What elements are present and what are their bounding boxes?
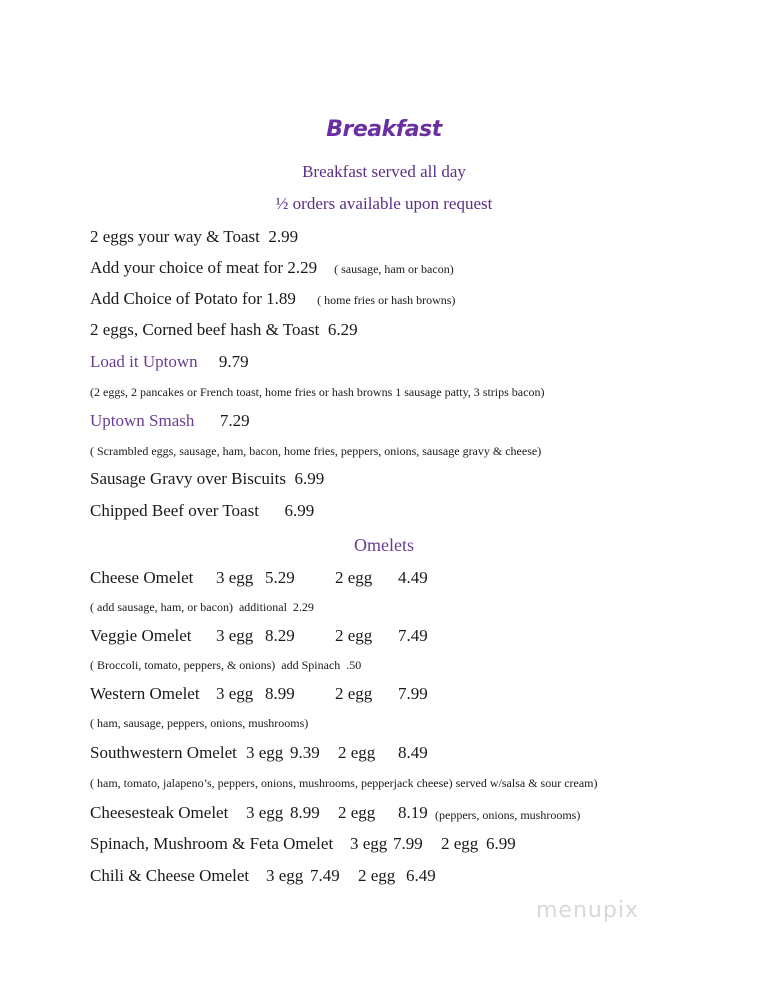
item-price: 9.79 — [218, 352, 249, 371]
item-name: Cheesesteak Omelet — [90, 803, 229, 822]
size-label-3-egg: 3 egg — [266, 866, 304, 885]
price-3-egg: 7.49 — [310, 866, 340, 885]
item-price: 6.99 — [294, 469, 325, 488]
item-price: 6.99 — [284, 501, 315, 520]
price-3-egg: 7.99 — [393, 834, 423, 853]
size-label-3-egg: 3 egg — [246, 743, 284, 762]
price-2-egg: 6.99 — [486, 834, 516, 853]
item-name: Southwestern Omelet — [90, 743, 237, 762]
menu-item — [90, 227, 298, 247]
size-label-2-egg: 2 egg — [358, 866, 396, 885]
item-name: Veggie Omelet — [90, 626, 192, 645]
item-name: Uptown Smash — [90, 411, 195, 430]
section-heading-omelets: Omelets — [354, 535, 414, 555]
item-note: (peppers, onions, mushrooms) — [435, 808, 581, 822]
item-description: ( Scrambled eggs, sausage, ham, bacon, home fries, peppers, onions, sausage gravy & cheese) — [90, 444, 542, 458]
subtitle-all-day: Breakfast served all day — [302, 162, 466, 181]
item-name: Western Omelet — [90, 684, 200, 703]
price-3-egg: 5.29 — [265, 568, 295, 587]
price-2-egg: 7.49 — [398, 626, 428, 645]
size-label-2-egg: 2 egg — [338, 803, 376, 822]
size-label-3-egg: 3 egg — [350, 834, 388, 853]
item-price: 6.29 — [327, 320, 358, 339]
watermark-logo: menupix — [536, 898, 639, 923]
item-description: ( ham, sausage, peppers, onions, mushrooms) — [90, 716, 309, 730]
item-name: Add Choice of Potato for 1.89 — [90, 289, 296, 308]
size-label-2-egg: 2 egg — [335, 626, 373, 645]
size-label-3-egg: 3 egg — [216, 684, 254, 703]
item-name: Load it Uptown — [90, 352, 198, 371]
item-price: 2.99 — [268, 227, 299, 246]
price-2-egg: 6.49 — [406, 866, 436, 885]
item-note: ( home fries or hash browns) — [317, 293, 456, 307]
item-note: ( sausage, ham or bacon) — [334, 262, 454, 276]
size-label-3-egg: 3 egg — [246, 803, 284, 822]
item-name: Cheese Omelet — [90, 568, 194, 587]
item-name: Chili & Cheese Omelet — [90, 866, 250, 885]
menu-item — [90, 501, 314, 521]
subtitle-half-orders: ½ orders available upon request — [275, 194, 493, 213]
item-name: 2 eggs your way & Toast — [90, 227, 260, 246]
item-description: ( Broccoli, tomato, peppers, & onions) add Spinach .50 — [90, 658, 362, 672]
price-2-egg: 8.49 — [398, 743, 428, 762]
size-label-3-egg: 3 egg — [216, 568, 254, 587]
item-description: ( ham, tomato, jalapeno’s, peppers, onions, mushrooms, pepperjack cheese) served w/salsa & sour cream) — [90, 776, 598, 790]
item-name: Chipped Beef over Toast — [90, 501, 259, 520]
item-description: (2 eggs, 2 pancakes or French toast, home fries or hash browns 1 sausage patty, 3 strips bacon) — [90, 385, 545, 399]
menu-item — [90, 352, 249, 372]
price-3-egg: 9.39 — [290, 743, 320, 762]
price-2-egg: 8.19 — [398, 803, 428, 822]
size-label-2-egg: 2 egg — [335, 568, 373, 587]
item-name: Spinach, Mushroom & Feta Omelet — [90, 834, 334, 853]
price-3-egg: 8.29 — [265, 626, 295, 645]
item-description: ( add sausage, ham, or bacon) additional 2.29 — [90, 600, 314, 614]
menu-item — [90, 411, 250, 431]
size-label-3-egg: 3 egg — [216, 626, 254, 645]
menu-item — [90, 289, 455, 310]
price-2-egg: 4.49 — [398, 568, 428, 587]
size-label-2-egg: 2 egg — [335, 684, 373, 703]
price-3-egg: 8.99 — [290, 803, 320, 822]
menu-item — [90, 258, 454, 279]
menu-item — [90, 320, 358, 340]
page-title: Breakfast — [326, 117, 442, 142]
menu-item — [90, 469, 324, 489]
price-3-egg: 8.99 — [265, 684, 295, 703]
item-name: 2 eggs, Corned beef hash & Toast — [90, 320, 320, 339]
size-label-2-egg: 2 egg — [338, 743, 376, 762]
item-price: 7.29 — [219, 411, 250, 430]
size-label-2-egg: 2 egg — [441, 834, 479, 853]
item-name: Add your choice of meat for 2.29 — [90, 258, 318, 277]
price-2-egg: 7.99 — [398, 684, 428, 703]
item-name: Sausage Gravy over Biscuits — [90, 469, 286, 488]
